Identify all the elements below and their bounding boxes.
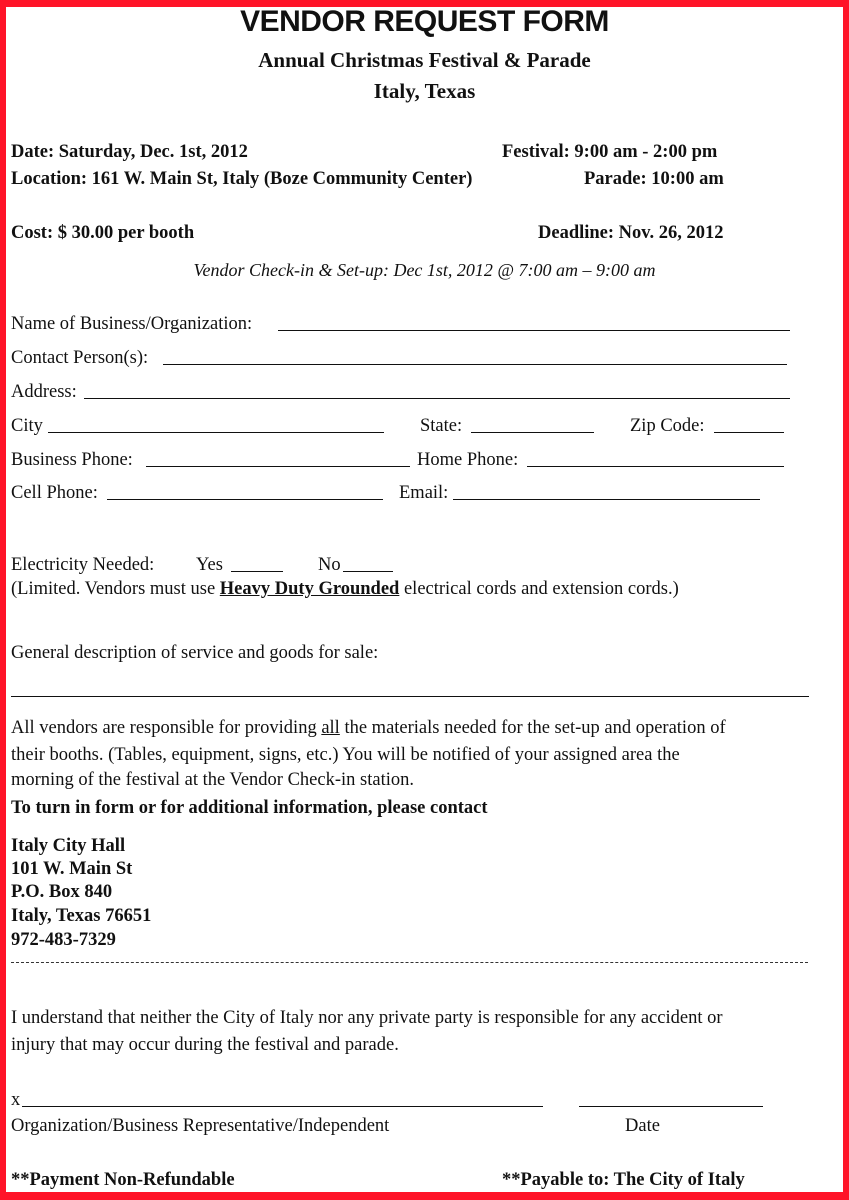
responsibility-text-3: morning of the festival at the Vendor Check-in station.: [11, 770, 414, 790]
home-phone-field[interactable]: [527, 466, 784, 467]
responsibility-text: [11, 717, 726, 739]
non-refundable-note: **Payment Non-Refundable: [11, 1170, 235, 1190]
contact-heading: To turn in form or for additional information, please contact: [11, 798, 488, 818]
zip-field[interactable]: [714, 432, 784, 433]
description-label: General description of service and goods for sale:: [11, 643, 379, 663]
booth-cost: Cost: $ 30.00 per booth: [11, 223, 195, 243]
business-label: Name of Business/Organization:: [11, 314, 253, 334]
electricity-yes-field[interactable]: [231, 571, 283, 572]
address-field[interactable]: [84, 398, 790, 399]
email-field[interactable]: [453, 499, 760, 500]
text: All vendors are responsible for providing: [11, 718, 322, 738]
address-label: Address:: [11, 382, 77, 402]
emphasis: all: [321, 718, 340, 738]
date-label: Date: [625, 1116, 660, 1136]
business-phone-label: Business Phone:: [11, 450, 133, 470]
event-address: Location: 161 W. Main St, Italy (Boze Community Center): [11, 169, 473, 189]
note-text: (Limited. Vendors must use: [11, 579, 220, 599]
city-label: City: [11, 416, 43, 436]
signature-label: Organization/Business Representative/Independent: [11, 1116, 390, 1136]
contact-name: Italy City Hall: [11, 836, 126, 856]
contact-po-box: P.O. Box 840: [11, 882, 113, 902]
cell-phone-label: Cell Phone:: [11, 483, 98, 503]
zip-label: Zip Code:: [630, 416, 705, 436]
electricity-no-label: No: [318, 555, 341, 575]
festival-hours: Festival: 9:00 am - 2:00 pm: [502, 142, 718, 162]
contact-phone: 972-483-7329: [11, 930, 116, 950]
form-title: VENDOR REQUEST FORM: [240, 5, 609, 38]
waiver-text-2: injury that may occur during the festival and parade.: [11, 1035, 399, 1055]
contact-field[interactable]: [163, 364, 787, 365]
state-field[interactable]: [471, 432, 594, 433]
note-emphasis: Heavy Duty Grounded: [219, 579, 400, 599]
contact-label: Contact Person(s):: [11, 348, 149, 368]
event-subtitle: Annual Christmas Festival & Parade: [258, 48, 591, 72]
text: the materials needed for the set-up and operation of: [339, 718, 726, 738]
contact-city: Italy, Texas 76651: [11, 906, 152, 926]
business-field[interactable]: [278, 330, 790, 331]
parade-time: Parade: 10:00 am: [584, 169, 724, 189]
electricity-label: Electricity Needed:: [11, 555, 155, 575]
email-label: Email:: [399, 483, 449, 503]
electricity-yes-label: Yes: [196, 555, 223, 575]
note-text: electrical cords and extension cords.): [399, 579, 679, 599]
city-field[interactable]: [48, 432, 384, 433]
description-field[interactable]: [11, 696, 809, 697]
cell-phone-field[interactable]: [107, 499, 383, 500]
electricity-no-field[interactable]: [343, 571, 393, 572]
payable-to-note: **Payable to: The City of Italy: [502, 1170, 745, 1190]
event-location: Italy, Texas: [373, 79, 476, 103]
business-phone-field[interactable]: [146, 466, 410, 467]
electricity-note: [11, 578, 679, 600]
signature-x: x: [11, 1090, 21, 1110]
contact-street: 101 W. Main St: [11, 859, 133, 879]
home-phone-label: Home Phone:: [417, 450, 519, 470]
responsibility-text-2: their booths. (Tables, equipment, signs, etc.) You will be notified of your assigned area the: [11, 745, 680, 765]
deadline: Deadline: Nov. 26, 2012: [538, 223, 724, 243]
cut-line-divider: [11, 962, 808, 963]
state-label: State:: [420, 416, 463, 436]
event-date: Date: Saturday, Dec. 1st, 2012: [11, 142, 248, 162]
waiver-text: I understand that neither the City of Italy nor any private party is responsible for any accident or: [11, 1008, 723, 1028]
signature-date-field[interactable]: [579, 1106, 763, 1107]
checkin-info: Vendor Check-in & Set-up: Dec 1st, 2012 @ 7:00 am – 9:00 am: [193, 260, 656, 280]
signature-field[interactable]: [22, 1106, 543, 1107]
